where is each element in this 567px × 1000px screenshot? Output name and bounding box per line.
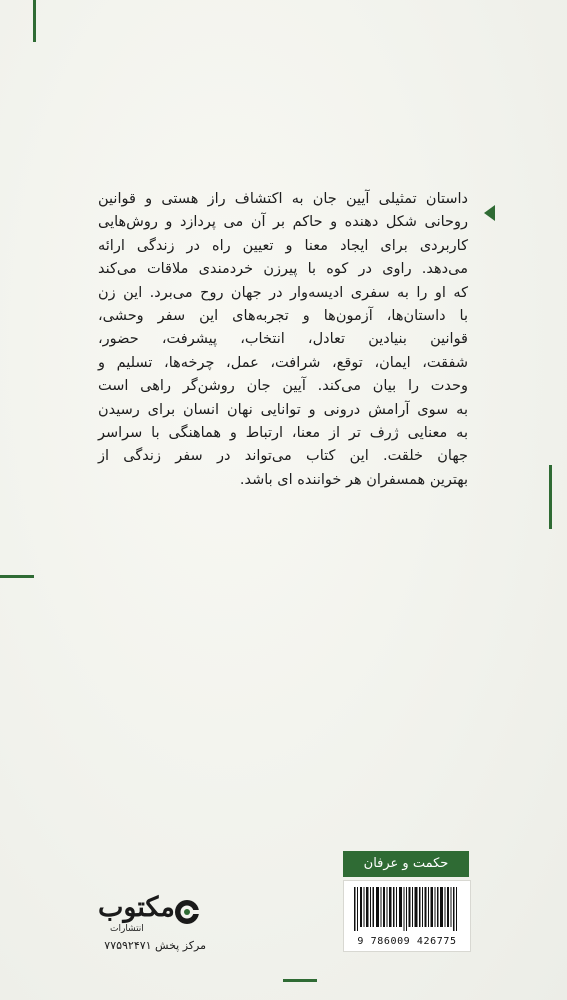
blurb-line: بهترین همسفران هر خواننده ای باشد. <box>239 471 468 488</box>
crop-mark-left <box>0 575 34 578</box>
blurb-line: روحانی شکل دهنده و حاکم بر آن می پردازد و روش‌هایی <box>98 214 468 231</box>
blurb-line: داستان تمثیلی آیین جان به اکتشاف راز هستی و قوانین <box>98 191 468 207</box>
genre-label: حکمت و عرفان <box>343 851 469 877</box>
blurb-text <box>98 188 468 492</box>
blurb-line: جهان خلقت. این کتاب می‌تواند در سفر زندگی از <box>98 448 468 465</box>
blurb-line: وحدت را بیان می‌کند. آیین جان روشن‌گر راهی است <box>98 378 468 395</box>
blurb-line: قوانین بنیادین تعادل، انتخاب، پیشرفت، حضور، <box>98 331 468 348</box>
distribution-phone: مرکز پخش ۷۷۵۹۲۴۷۱ <box>104 939 206 952</box>
blurb-line: که او را به سفری ادیسه‌وار در جهان روح می‌برد. این زن <box>98 284 468 301</box>
publisher-logo-wordmark: مکتوب <box>98 892 175 923</box>
blurb-line: به معنایی ژرف تر از معنا، ارتباط و هماهنگی با سراسر <box>98 425 468 442</box>
blurb-line: به سوی آرامش درونی و توانایی نهان انسان برای رسیدن <box>98 401 468 418</box>
blurb-line: با داستان‌ها، آزمون‌ها و تجربه‌های این سفر وحشی، <box>98 308 468 325</box>
isbn-number: 9 786009 426775 <box>357 936 457 947</box>
publisher-logo-icon <box>174 899 200 925</box>
triangle-marker-icon <box>484 205 495 221</box>
blurb-line: می‌دهد. راوی در کوه با پیرزن خردمندی ملاقات می‌کند <box>98 261 468 278</box>
publisher-subtitle: انتشارات <box>110 924 144 934</box>
blurb-line: کاربردی برای ایجاد معنا و تعیین راه در زندگی ارائه <box>98 237 468 254</box>
publisher-block <box>96 893 206 965</box>
crop-mark-right <box>549 465 552 529</box>
barcode-bars-icon <box>352 887 462 931</box>
crop-mark-top <box>33 0 36 42</box>
blurb-line: شفقت، ایمان، توقع، شرافت، عمل، چرخه‌ها، تسلیم و <box>98 354 468 371</box>
isbn-barcode <box>343 880 471 952</box>
crop-mark-bottom <box>283 979 317 982</box>
